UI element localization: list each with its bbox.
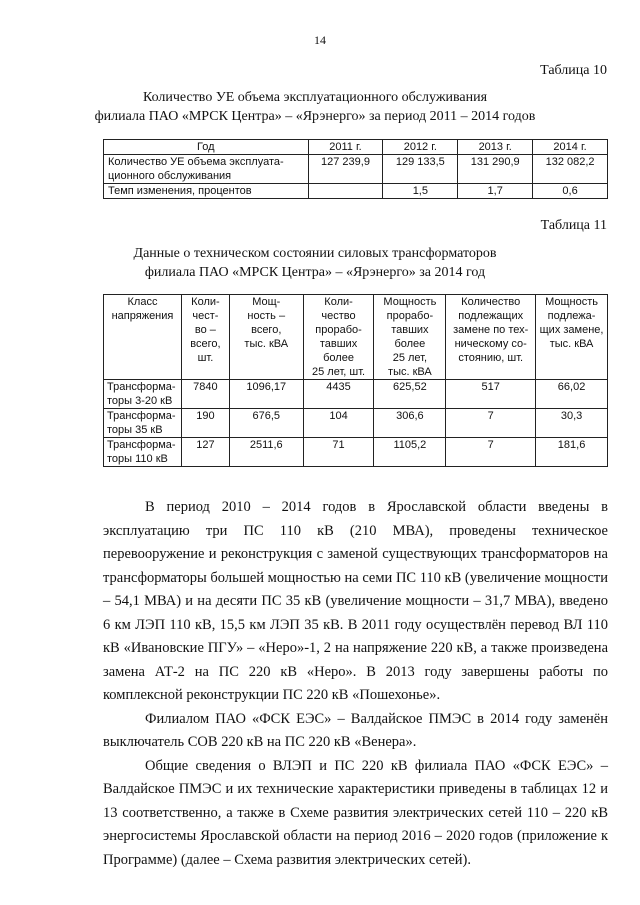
table10-header-cell: Год	[104, 140, 309, 155]
header-line: стоянию, шт.	[458, 352, 524, 364]
table-cell: 1096,17	[229, 380, 303, 409]
table-cell: 4435	[303, 380, 374, 409]
table-row	[104, 380, 608, 409]
table-cell: 127 239,9	[308, 155, 383, 184]
table11-title-line2: филиала ПАО «МРСК Центра» – «Ярэнерго» за 2014 год	[144, 265, 486, 280]
table-cell: 306,6	[374, 409, 446, 438]
table11-row-label	[104, 438, 182, 467]
header-line: чест-	[192, 310, 219, 322]
header-line: тыс. кВА	[388, 366, 432, 378]
table-cell: 30,3	[536, 409, 608, 438]
table10-header-cell: 2012 г.	[383, 140, 458, 155]
table-row	[104, 438, 608, 467]
row-label-line: Трансформа-	[107, 410, 176, 422]
header-line: подлежа-	[547, 310, 596, 322]
table11-header-cell	[374, 295, 446, 380]
header-line: напряжения	[111, 310, 174, 322]
header-line: всего,	[251, 324, 282, 336]
header-line: 25 лет, шт.	[312, 366, 366, 378]
table10-header-cell: 2014 г.	[533, 140, 608, 155]
header-line: во –	[194, 324, 216, 336]
table11-header-cell	[446, 295, 536, 380]
table-cell: 7840	[181, 380, 229, 409]
header-line: Класс	[127, 296, 158, 308]
table10	[103, 139, 608, 199]
table-row	[104, 184, 608, 199]
table-row	[104, 155, 608, 184]
header-line: Коли-	[324, 296, 353, 308]
table10-row-label	[104, 155, 309, 184]
table11-header-cell	[303, 295, 374, 380]
header-line: чество	[321, 310, 356, 322]
table11-header-cell	[104, 295, 182, 380]
table10-header-cell: 2011 г.	[308, 140, 383, 155]
table10-label: Таблица 10	[540, 63, 607, 78]
paragraph: В период 2010 – 2014 годов в Ярославской области введены в эксплуатацию три ПС 110 кВ (210 МВА), проведены техническое перевооружение и реконструкция с заменой существующих трансформаторов на трансформаторы большей мощностью на семи ПС 110 кВ (увеличение мощности – 54,1 МВА) и на десяти ПС 35 кВ (увеличение мощности – 31,7 МВА), введено 6 км ЛЭП 110 кВ, 15,5 км ЛЭП 35 кВ. В 2011 году осуществлён перевод ВЛ 110 кВ «Ивановские ПГУ» – «Неро»-1, 2 на напряжение 220 кВ, а также произведена замена АТ-2 на ПС 220 кВ «Неро». В 2013 году завершены работы по комплексной реконструкции ПС 220 кВ «Пошехонье».	[103, 499, 608, 703]
header-line: Мощность	[545, 296, 599, 308]
header-line: Мощность	[383, 296, 437, 308]
table-cell: 0,6	[533, 184, 608, 199]
paragraph: Филиалом ПАО «ФСК ЕЭС» – Валдайское ПМЭС в 2014 году заменён выключатель СОВ 220 кВ на ПС 220 кВ «Венера».	[103, 710, 608, 750]
row-label-line: торы 110 кВ	[107, 453, 168, 465]
table10-row-label: Темп изменения, процентов	[104, 184, 309, 199]
table-cell: 71	[303, 438, 374, 467]
header-line: всего,	[190, 338, 221, 350]
row-label-line: ционного обслуживания	[108, 170, 232, 182]
table-cell	[308, 184, 383, 199]
paragraph: Общие сведения о ВЛЭП и ПС 220 кВ филиала ПАО «ФСК ЕЭС» – Валдайское ПМЭС и их технические характеристики приведены в таблицах 12 и 13 соответственно, а также в Схеме развития электрических сетей 110 – 220 кВ энергосистемы Ярославской области на период 2016 – 2020 годов (приложение к Программе) (далее – Схема развития электрических сетей).	[103, 757, 608, 868]
page-number: 14	[314, 33, 326, 47]
table10-title-line2: филиала ПАО «МРСК Центра» – «Ярэнерго» за период 2011 – 2014 годов	[94, 109, 536, 124]
table11-header-cell	[229, 295, 303, 380]
header-line: Количество	[461, 296, 521, 308]
table10-header-cell: 2013 г.	[458, 140, 533, 155]
table11-row-label	[104, 380, 182, 409]
table-cell: 1105,2	[374, 438, 446, 467]
header-line: более	[323, 352, 354, 364]
header-line: Коли-	[191, 296, 220, 308]
table10-title-line1: Количество УЕ объема эксплуатационного обслуживания	[142, 90, 488, 105]
header-line: 25 лет,	[392, 352, 428, 364]
header-line: шт.	[197, 352, 214, 364]
table11-label: Таблица 11	[540, 218, 607, 233]
table11-title	[80, 244, 550, 282]
table-cell: 127	[181, 438, 229, 467]
table11-row-label	[104, 409, 182, 438]
header-line: более	[394, 338, 426, 350]
table10-header-row	[104, 140, 608, 155]
row-label-line: Трансформа-	[107, 439, 176, 451]
table-cell: 1,5	[383, 184, 458, 199]
table-cell: 676,5	[229, 409, 303, 438]
table-cell: 129 133,5	[383, 155, 458, 184]
table-cell: 181,6	[536, 438, 608, 467]
table10-title	[80, 88, 550, 126]
table-cell: 625,52	[374, 380, 446, 409]
table-cell: 1,7	[458, 184, 533, 199]
header-line: тавших	[391, 324, 429, 336]
table11	[103, 294, 608, 467]
header-line: прорабо-	[386, 310, 434, 322]
header-line: замене по тех-	[453, 324, 529, 336]
table11-header-cell	[181, 295, 229, 380]
header-line: тыс. кВА	[549, 338, 594, 350]
body-text	[103, 496, 608, 872]
table11-header-cell	[536, 295, 608, 380]
row-label-line: торы 3-20 кВ	[107, 395, 173, 407]
header-line: щих замене,	[539, 324, 604, 336]
row-label-line: торы 35 кВ	[107, 424, 163, 436]
header-line: Мощ-	[252, 296, 281, 308]
row-label-line: Количество УЕ объема эксплуата-	[108, 156, 284, 168]
header-line: подлежащих	[458, 310, 524, 322]
table-cell: 131 290,9	[458, 155, 533, 184]
table-cell: 517	[446, 380, 536, 409]
row-label-line: Трансформа-	[107, 381, 176, 393]
table-cell: 190	[181, 409, 229, 438]
header-line: тыс. кВА	[244, 338, 289, 350]
table11-title-line1: Данные о техническом состоянии силовых трансформаторов	[133, 246, 497, 261]
header-line: ническому со-	[454, 338, 527, 350]
table11-header-row	[104, 295, 608, 380]
header-line: тавших	[319, 338, 358, 350]
table-cell: 132 082,2	[533, 155, 608, 184]
header-line: прорабо-	[315, 324, 362, 336]
table-cell: 104	[303, 409, 374, 438]
table-cell: 7	[446, 438, 536, 467]
table-cell: 66,02	[536, 380, 608, 409]
header-line: ность –	[247, 310, 286, 322]
table-cell: 7	[446, 409, 536, 438]
table-cell: 2511,6	[229, 438, 303, 467]
table-row	[104, 409, 608, 438]
